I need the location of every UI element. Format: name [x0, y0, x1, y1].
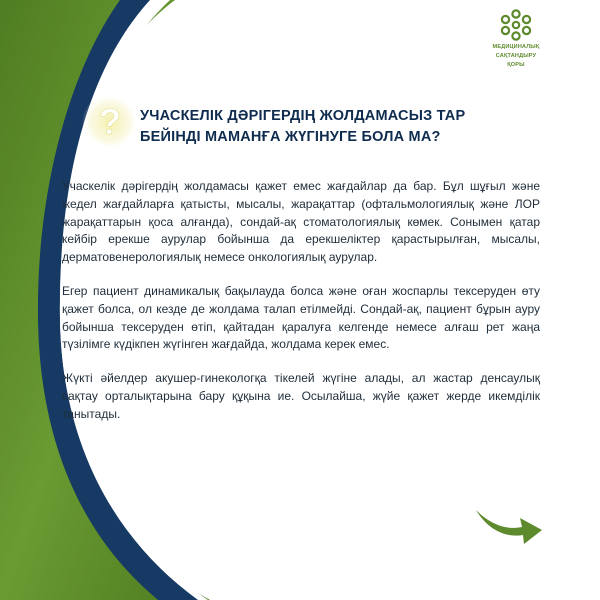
title-line-1: УЧАСКЕЛІК ДӘРІГЕРДІҢ ЖОЛДАМАСЫЗ ТАР	[140, 108, 466, 124]
paragraph-1: Учаскелік дәрігердің жолдамасы қажет емес жағдайлар да бар. Бұл шұғыл және жедел жағдайларға қатысты, мысалы, жарақаттар (офтальмологиялық және ЛОР жарақаттарын қоса алғанда), сондай-ақ стоматологиялық көмек. Сонымен қатар кейбір ерекше аурулар бойынша да ерекшеліктер қарастырылған, мысалы, дерматовенерологиялық немесе онкологиялық аурулар.	[62, 179, 540, 265]
logo-line-2: САҚТАНДЫРУ	[495, 53, 537, 59]
paragraph-3: Жүкті әйелдер акушер-гинекологқа тікелей жүгіне алады, ал жастар денсаулық сақтау орталықтарына бару құқына ие. Осылайша, жүйе қажет жерде икемділік танытады.	[62, 371, 540, 421]
paragraph-2: Егер пациент динамикалық бақылауда болса және оған жоспарлы тексеруден өту қажет болса, ол кезде де жолдама талап етілмейді. Сондай-ақ, пациент бұрын ауру бойынша тексеруден өтіп, қайтадан қаралуға келгенде немесе алғаш рет жаңа түзілімге күдікпен жүгінген жағдайда, жолдама керек емес.	[62, 283, 540, 352]
svg-text:?: ?	[99, 101, 121, 142]
question-mark-icon	[80, 92, 140, 152]
title-line-2: БЕЙІНДІ МАМАНҒА ЖҮГІНУГЕ БОЛА МА?	[140, 129, 441, 145]
body-text	[62, 178, 540, 440]
brand-logo	[472, 8, 560, 69]
arrow-right-icon[interactable]	[474, 500, 544, 544]
page-title	[140, 106, 500, 148]
logo-line-1: МЕДИЦИНАЛЫҚ	[492, 44, 540, 50]
logo-line-3: ҚОРЫ	[507, 62, 525, 68]
snowflake-logo-icon	[499, 8, 533, 42]
